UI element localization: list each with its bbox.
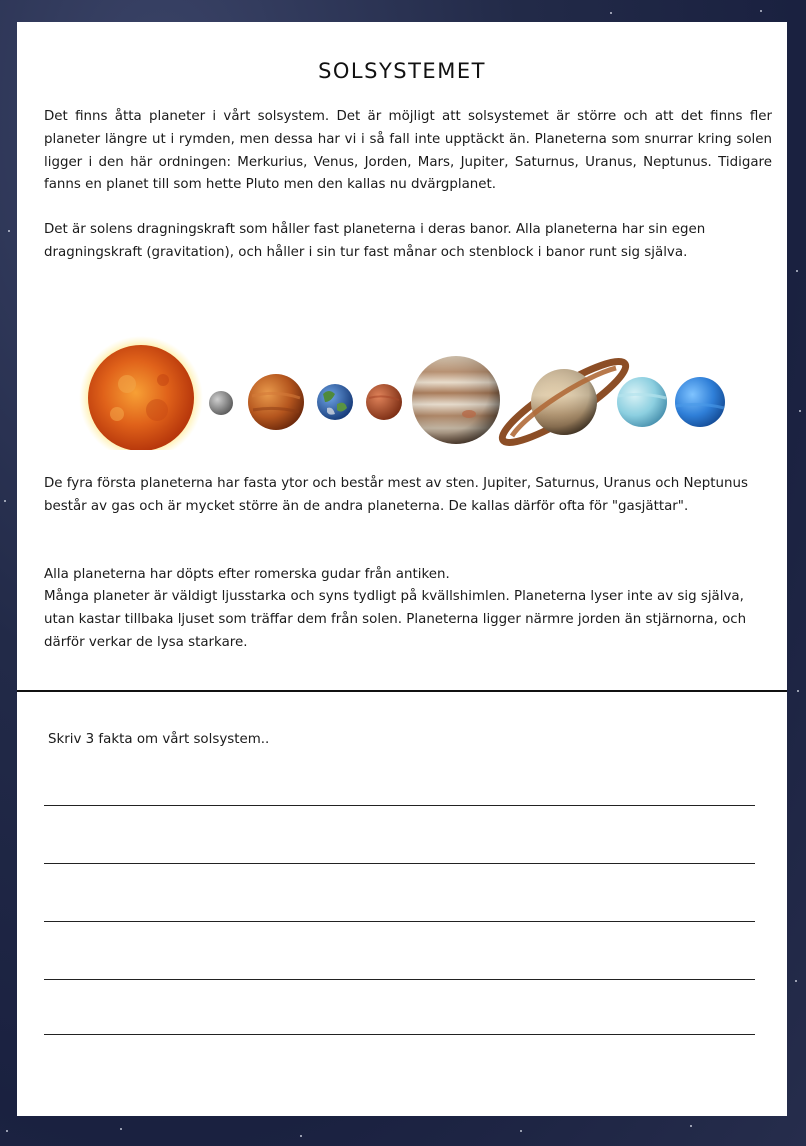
planets-illustration: [17, 310, 787, 450]
exercise-prompt: Skriv 3 fakta om vårt solsystem..: [48, 732, 270, 747]
gravity-paragraph: Det är solens dragningskraft som håller fast planeterna i deras banor. Alla planeterna har sin egen dragningskraft (gravitation), och håller i sin tur fast månar och stenblock i banor runt sig själva.: [44, 222, 706, 260]
section-divider: [17, 690, 787, 692]
gas-giants-paragraph: De fyra första planeterna har fasta ytor och består mest av sten. Jupiter, Saturnus, Uranus och Neptunus består av gas och är mycket större än de andra planeterna. De kallas därför ofta för "gasjättar".: [44, 476, 748, 514]
brightness-paragraph: Många planeter är väldigt ljusstarka och syns tydligt på kvällshimlen. Planeterna lyser inte av sig själva, utan kastar tillbaka ljuset som träffar dem från solen. Planeterna ligger närmre jorden än stjärnorna, och därför verkar de lysa starkare.: [44, 589, 747, 650]
worksheet-page: [17, 22, 787, 1116]
earth-icon: [317, 384, 353, 420]
saturn-icon: [494, 350, 633, 450]
sun-icon: [79, 336, 203, 450]
uranus-icon: [617, 377, 667, 427]
answer-line-4[interactable]: [44, 979, 755, 980]
mars-icon: [366, 384, 402, 420]
neptune-icon: [675, 377, 725, 427]
venus-icon: [248, 374, 304, 430]
roman-gods-line: Alla planeterna har döpts efter romerska gudar från antiken.: [44, 567, 450, 582]
mercury-icon: [209, 391, 233, 415]
answer-line-2[interactable]: [44, 863, 755, 864]
answer-line-5[interactable]: [44, 1034, 755, 1035]
answer-line-1[interactable]: [44, 805, 755, 806]
answer-line-3[interactable]: [44, 921, 755, 922]
intro-paragraph: Det finns åtta planeter i vårt solsystem. Det är möjligt att solsystemet är större och att det finns fler planeter längre ut i rymden, men dessa har vi i så fall inte upptäckt än. Planeterna som snurrar kring solen ligger i den här ordningen: Merkurius, Venus, Jorden, Mars, Jupiter, Saturnus, Uranus, Neptunus. Tidigare fanns en planet till som hette Pluto men den kallas nu dvärgplanet.: [44, 109, 772, 193]
jupiter-icon: [412, 356, 500, 444]
page-title: SOLSYSTEMET: [318, 59, 486, 83]
